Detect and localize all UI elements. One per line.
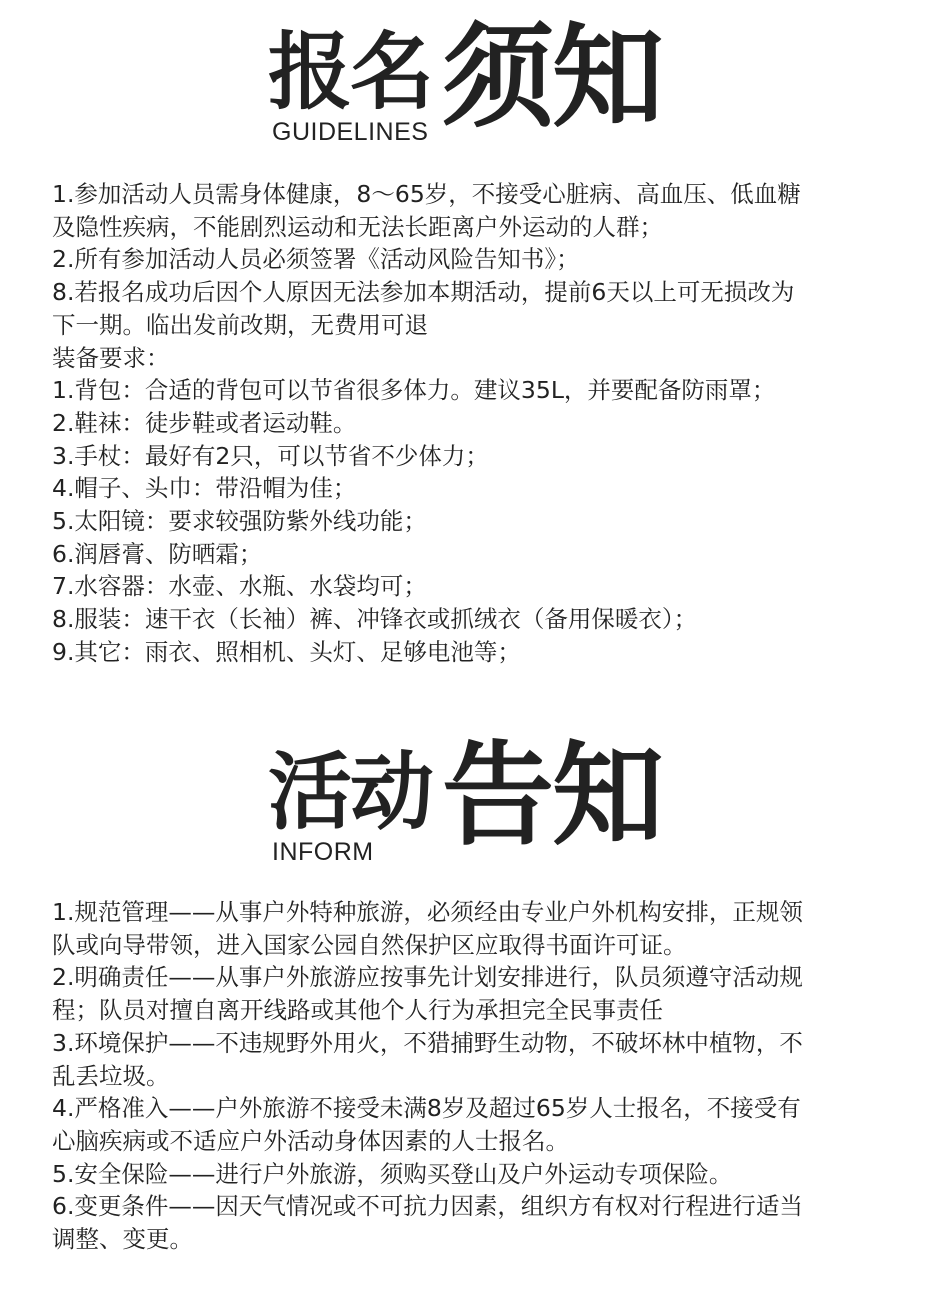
list-item: 装备要求： bbox=[52, 343, 170, 372]
list-item: 程；队员对擅自离开线路或其他个人行为承担完全民事责任 bbox=[52, 996, 663, 1025]
inform-subtitle: INFORM bbox=[272, 838, 374, 866]
list-item: 乱丢垃圾。 bbox=[52, 1061, 170, 1090]
list-item: 4.帽子、头巾：带沿帽为佳； bbox=[52, 474, 357, 503]
inform-title-part1: 活动 bbox=[268, 743, 433, 841]
list-item: 队或向导带领，进入国家公园自然保护区应取得书面许可证。 bbox=[52, 930, 687, 959]
guidelines-title-part2: 须知 bbox=[442, 13, 662, 143]
guidelines-title-part1: 报名 bbox=[268, 23, 433, 121]
list-item: 7.水容器：水壶、水瓶、水袋均可； bbox=[52, 572, 427, 601]
list-item: 及隐性疾病，不能剧烈运动和无法长距离户外运动的人群； bbox=[52, 212, 663, 241]
list-item: 下一期。临出发前改期，无费用可退 bbox=[52, 310, 428, 339]
inform-list bbox=[52, 896, 902, 1256]
guidelines-list bbox=[52, 178, 902, 669]
guidelines-header bbox=[0, 0, 945, 160]
inform-section bbox=[0, 731, 945, 1254]
list-item: 8.若报名成功后因个人原因无法参加本期活动，提前6天以上可无损改为 bbox=[52, 278, 795, 307]
inform-title-part2: 告知 bbox=[442, 731, 662, 861]
list-item: 2.所有参加活动人员必须签署《活动风险告知书》； bbox=[52, 245, 580, 274]
list-item: 8.服装：速干衣（长袖）裤、冲锋衣或抓绒衣（备用保暖衣）； bbox=[52, 605, 698, 634]
list-item: 1.规范管理——从事户外特种旅游，必须经由专业户外机构安排，正规领 bbox=[52, 898, 803, 926]
list-item: 1.参加活动人员需身体健康，8～65岁，不接受心脏病、高血压、低血糖 bbox=[52, 180, 801, 208]
list-item: 9.其它：雨衣、照相机、头灯、足够电池等； bbox=[52, 637, 521, 666]
list-item: 2.明确责任——从事户外旅游应按事先计划安排进行，队员须遵守活动规 bbox=[52, 963, 803, 992]
list-item: 调整、变更。 bbox=[52, 1225, 193, 1254]
list-item: 3.手杖：最好有2只，可以节省不少体力； bbox=[52, 441, 489, 470]
list-item: 2.鞋袜：徒步鞋或者运动鞋。 bbox=[52, 408, 357, 437]
guidelines-subtitle: GUIDELINES bbox=[272, 118, 429, 146]
list-item: 6.润唇膏、防晒霜； bbox=[52, 539, 263, 568]
inform-header bbox=[0, 731, 945, 895]
list-item: 1.背包：合适的背包可以节省很多体力。建议35L，并要配备防雨罩； bbox=[52, 376, 776, 405]
list-item: 5.安全保险——进行户外旅游，须购买登山及户外运动专项保险。 bbox=[52, 1159, 733, 1188]
list-item: 4.严格准入——户外旅游不接受未满8岁及超过65岁人士报名，不接受有 bbox=[52, 1094, 801, 1123]
list-item: 心脑疾病或不适应户外活动身体因素的人士报名。 bbox=[52, 1126, 569, 1155]
list-item: 3.环境保护——不违规野外用火，不猎捕野生动物，不破坏林中植物，不 bbox=[52, 1028, 803, 1057]
list-item: 5.太阳镜：要求较强防紫外线功能； bbox=[52, 507, 427, 536]
list-item: 6.变更条件——因天气情况或不可抗力因素，组织方有权对行程进行适当 bbox=[52, 1192, 803, 1221]
